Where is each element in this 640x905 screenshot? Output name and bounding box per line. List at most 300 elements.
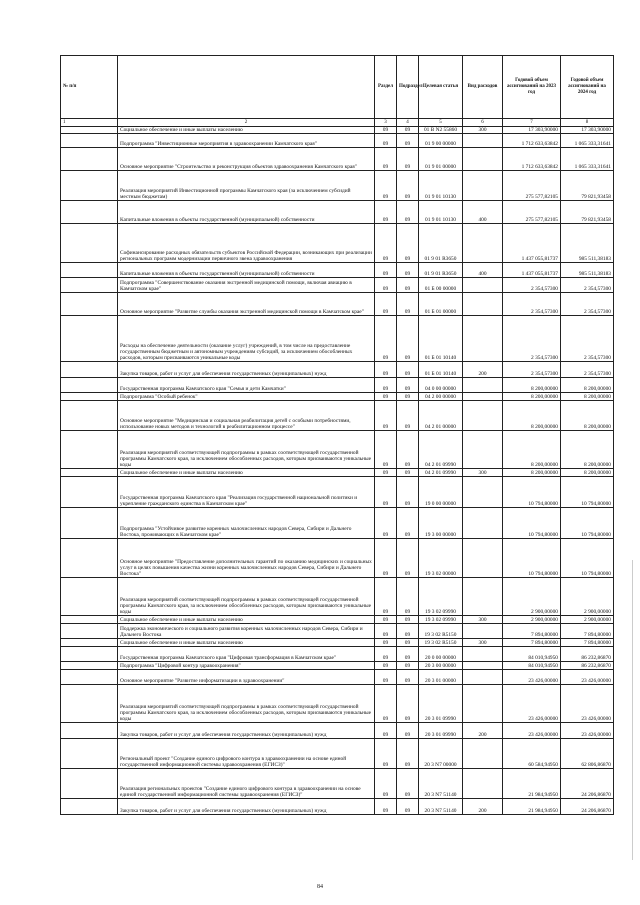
row-2024: 23 426,00000 (561, 685, 614, 723)
row-2024: 8 200,00000 (561, 431, 614, 469)
row-razdel: 09 (375, 431, 397, 469)
row-2023: 1 712 633,63842 (503, 134, 561, 148)
table-row (61, 293, 614, 316)
row-csr: 04 2 01 00000 (419, 401, 463, 431)
row-razdel: 09 (375, 578, 397, 616)
row-name: Реализация мероприятий соответствующей подпрограммы в рамках соответствующей государственной программы Камчатского края, за исключением обособленных расходов, которым присваиваются уникальные коды (118, 431, 375, 469)
header-name (118, 56, 375, 119)
table-row (61, 670, 614, 685)
row-2024: 79 821,93458 (561, 171, 614, 201)
row-name: Реализация мероприятий соответствующей подпрограммы в рамках соответствующей государственной программы Камчатского края, за исключением обособленных расходов, которым присваиваются уникальные коды (118, 685, 375, 723)
row-razdel: 09 (375, 293, 397, 316)
row-num (61, 739, 118, 769)
row-csr: 01 9 01 00000 (419, 148, 463, 171)
row-podrazdel: 09 (397, 508, 419, 539)
row-razdel: 09 (375, 127, 397, 134)
row-num (61, 685, 118, 723)
row-num (61, 224, 118, 263)
row-num (61, 723, 118, 739)
row-razdel: 09 (375, 362, 397, 378)
row-vr (463, 662, 503, 670)
row-podrazdel: 09 (397, 647, 419, 662)
row-podrazdel: 09 (397, 469, 419, 477)
row-podrazdel: 09 (397, 477, 419, 508)
row-num (61, 431, 118, 469)
row-podrazdel: 09 (397, 723, 419, 739)
row-csr: 20 3 N7 51140 (419, 799, 463, 815)
row-razdel: 09 (375, 639, 397, 647)
row-num (61, 316, 118, 362)
row-podrazdel: 09 (397, 378, 419, 393)
colnum: 3 (375, 119, 397, 127)
row-2024: 24 206,86870 (561, 799, 614, 815)
header-num: № п/п (61, 56, 118, 119)
row-vr: 300 (463, 469, 503, 477)
row-podrazdel: 09 (397, 624, 419, 639)
row-csr: 01 9 01 10130 (419, 201, 463, 224)
row-vr (463, 278, 503, 293)
row-2023: 17 303,90000 (503, 127, 561, 134)
table-row (61, 539, 614, 578)
row-2024: 7 894,80000 (561, 639, 614, 647)
row-num (61, 508, 118, 539)
row-csr: 01 В N2 55860 (419, 127, 463, 134)
table-row (61, 624, 614, 639)
row-csr: 04 2 00 00000 (419, 393, 463, 401)
row-name: Расходы на обеспечение деятельности (оказание услуг) учреждений, в том числе на предоставление государственным бюджетным и автономным учреждениям субсидий, за исключением обособленных расходов, которым присваиваются уникальные коды (118, 316, 375, 362)
table-row (61, 647, 614, 662)
table-row (61, 685, 614, 723)
row-num (61, 393, 118, 401)
row-num (61, 662, 118, 670)
row-vr (463, 134, 503, 148)
row-2024: 2 354,57300 (561, 293, 614, 316)
row-csr: 01 Б 01 10140 (419, 362, 463, 378)
row-vr (463, 431, 503, 469)
row-2023: 1 437 055,81737 (503, 224, 561, 263)
colnum: 1 (61, 119, 118, 127)
table-row (61, 401, 614, 431)
row-razdel: 09 (375, 739, 397, 769)
row-num (61, 362, 118, 378)
row-2024: 1 065 333,31641 (561, 148, 614, 171)
row-2024: 2 354,57300 (561, 278, 614, 293)
row-name: Основное мероприятие "Медицинская и социальная реабилитация детей с особыми потребностями, использование новых методов и технологий в реабилитационном процессе" (118, 401, 375, 431)
row-razdel: 09 (375, 201, 397, 224)
row-razdel: 09 (375, 134, 397, 148)
row-num (61, 769, 118, 799)
row-2023: 2 354,57300 (503, 316, 561, 362)
row-num (61, 639, 118, 647)
row-podrazdel: 09 (397, 769, 419, 799)
row-num (61, 578, 118, 616)
row-num (61, 539, 118, 578)
row-vr: 400 (463, 263, 503, 278)
row-2024: 2 354,57300 (561, 362, 614, 378)
row-razdel: 09 (375, 477, 397, 508)
row-2023: 8 200,00000 (503, 393, 561, 401)
table-row (61, 739, 614, 769)
table-row (61, 508, 614, 539)
row-num (61, 401, 118, 431)
row-name: Социальное обеспечение и иные выплаты населению (118, 639, 375, 647)
table-row (61, 662, 614, 670)
row-num (61, 134, 118, 148)
row-2023: 10 794,80000 (503, 508, 561, 539)
row-vr (463, 148, 503, 171)
row-name: Подпрограмма "Инвестиционные мероприятия в здравоохранении Камчатского края" (118, 134, 375, 148)
table-row (61, 431, 614, 469)
row-csr: 01 9 00 00000 (419, 134, 463, 148)
row-vr (463, 539, 503, 578)
row-num (61, 127, 118, 134)
row-name: Основное мероприятие "Строительство и реконструкция объектов здравоохранения Камчатского края" (118, 148, 375, 171)
header-2023: Годовой объем ассигнований на 2023 год (503, 56, 561, 119)
row-2024: 2 354,57300 (561, 316, 614, 362)
table-row (61, 171, 614, 201)
row-csr: 20 3 N7 00000 (419, 739, 463, 769)
row-name: Закупка товаров, работ и услуг для обеспечения государственных (муниципальных) нужд (118, 799, 375, 815)
row-2023: 2 900,00000 (503, 616, 561, 624)
row-csr: 19 3 02 R5150 (419, 624, 463, 639)
row-vr: 200 (463, 799, 503, 815)
row-2023: 21 984,94950 (503, 769, 561, 799)
header-vr: Вид расходов (463, 56, 503, 119)
row-name: Социальное обеспечение и иные выплаты населению (118, 127, 375, 134)
row-name: Закупка товаров, работ и услуг для обеспечения государственных (муниципальных) нужд (118, 723, 375, 739)
row-csr: 01 9 01 R3650 (419, 263, 463, 278)
table-row (61, 148, 614, 171)
row-razdel: 09 (375, 401, 397, 431)
row-podrazdel: 09 (397, 616, 419, 624)
row-2024: 2 900,00000 (561, 578, 614, 616)
row-csr: 01 Б 01 10140 (419, 316, 463, 362)
row-2024: 10 794,80000 (561, 539, 614, 578)
row-podrazdel: 09 (397, 263, 419, 278)
row-2024: 2 900,00000 (561, 616, 614, 624)
column-number-row (61, 119, 614, 127)
row-2024: 8 200,00000 (561, 393, 614, 401)
row-num (61, 378, 118, 393)
row-2024: 17 303,90000 (561, 127, 614, 134)
row-2023: 1 712 633,63842 (503, 148, 561, 171)
margin-line (632, 560, 633, 860)
colnum: 6 (463, 119, 503, 127)
row-razdel: 09 (375, 539, 397, 578)
row-razdel: 09 (375, 769, 397, 799)
row-num (61, 616, 118, 624)
row-name: Капитальные вложения в объекты государственной (муниципальной) собственности (118, 201, 375, 224)
row-vr (463, 578, 503, 616)
row-csr: 20 3 00 00000 (419, 662, 463, 670)
row-razdel: 09 (375, 148, 397, 171)
row-name: Государственная программа Камчатского края "Семья и дети Камчатки" (118, 378, 375, 393)
row-csr: 20 3 01 09990 (419, 723, 463, 739)
row-csr: 19 0 00 00000 (419, 477, 463, 508)
row-csr: 19 3 02 R5150 (419, 639, 463, 647)
row-2023: 2 354,57300 (503, 362, 561, 378)
row-razdel: 09 (375, 508, 397, 539)
table-row (61, 477, 614, 508)
row-vr: 200 (463, 723, 503, 739)
table-row (61, 799, 614, 815)
row-2024: 10 794,80000 (561, 508, 614, 539)
row-razdel: 09 (375, 723, 397, 739)
table-row (61, 769, 614, 799)
row-razdel: 09 (375, 263, 397, 278)
row-name: Софинансирование расходных обязательств субъектов Российской Федерации, возникающих при реализации региональных программ модернизации первичного звена здравоохранения (118, 224, 375, 263)
row-2023: 7 894,80000 (503, 624, 561, 639)
row-name: Реализация мероприятий соответствующей подпрограммы в рамках соответствующей государственной программы Камчатского края, за исключением обособленных расходов, которым присваиваются уникальные коды (118, 578, 375, 616)
row-2023: 8 200,00000 (503, 378, 561, 393)
table-row (61, 378, 614, 393)
table-body (61, 127, 614, 815)
row-2023: 8 200,00000 (503, 469, 561, 477)
row-podrazdel: 09 (397, 662, 419, 670)
row-vr (463, 293, 503, 316)
row-2023: 23 426,00000 (503, 670, 561, 685)
row-vr (463, 739, 503, 769)
row-vr (463, 393, 503, 401)
row-name: Основное мероприятие "Предоставление дополнительных гарантий по оказанию медицинских и социальных услуг в целях повышения качества жизни коренных малочисленных народов Севера, Сибири и Дальнего Востока" (118, 539, 375, 578)
row-num (61, 624, 118, 639)
row-csr: 19 3 02 09990 (419, 616, 463, 624)
row-razdel: 09 (375, 224, 397, 263)
table-row (61, 316, 614, 362)
row-2023: 2 354,57300 (503, 293, 561, 316)
row-2023: 2 354,57300 (503, 278, 561, 293)
row-vr: 400 (463, 201, 503, 224)
row-2024: 8 200,00000 (561, 469, 614, 477)
row-podrazdel: 09 (397, 224, 419, 263)
row-num (61, 647, 118, 662)
row-csr: 01 9 01 10130 (419, 171, 463, 201)
row-podrazdel: 09 (397, 401, 419, 431)
table-row (61, 578, 614, 616)
table-row (61, 278, 614, 293)
row-name: Реализация региональных проектов "Создание единого цифрового контура в здравоохранении на основе единой государственной информационной системы здравоохранения (ЕГИСЗ)" (118, 769, 375, 799)
row-csr: 04 0 00 00000 (419, 378, 463, 393)
row-2024: 23 426,00000 (561, 723, 614, 739)
table-row (61, 362, 614, 378)
row-num (61, 469, 118, 477)
row-2024: 86 232,86870 (561, 662, 614, 670)
row-vr (463, 378, 503, 393)
row-name: Основное мероприятие "Развитие информатизации в здравоохранении" (118, 670, 375, 685)
row-razdel: 09 (375, 616, 397, 624)
row-2023: 275 577,82105 (503, 171, 561, 201)
row-num (61, 477, 118, 508)
row-2023: 21 984,94950 (503, 799, 561, 815)
row-name: Подпрограмма "Совершенствование оказания экстренной медицинской помощи, включая авиацию в Камчатском крае" (118, 278, 375, 293)
colnum: 2 (118, 119, 375, 127)
colnum: 4 (397, 119, 419, 127)
row-num (61, 263, 118, 278)
row-2024: 1 065 333,31641 (561, 134, 614, 148)
row-2023: 84 010,94950 (503, 662, 561, 670)
row-num (61, 148, 118, 171)
row-vr (463, 670, 503, 685)
row-2024: 985 511,38183 (561, 263, 614, 278)
row-razdel: 09 (375, 799, 397, 815)
row-podrazdel: 09 (397, 578, 419, 616)
row-name: Подпрограмма "Цифровой контур здравоохранения" (118, 662, 375, 670)
row-num (61, 171, 118, 201)
row-csr: 01 Б 01 00000 (419, 293, 463, 316)
page-number: 84 (317, 884, 323, 890)
row-vr (463, 224, 503, 263)
row-vr (463, 647, 503, 662)
row-vr (463, 401, 503, 431)
row-2024: 8 200,00000 (561, 401, 614, 431)
table-row (61, 639, 614, 647)
row-2023: 60 584,94950 (503, 739, 561, 769)
row-vr: 200 (463, 362, 503, 378)
row-vr (463, 624, 503, 639)
table-row (61, 127, 614, 134)
table-row (61, 393, 614, 401)
row-podrazdel: 09 (397, 685, 419, 723)
row-vr: 300 (463, 616, 503, 624)
row-2023: 2 900,00000 (503, 578, 561, 616)
row-razdel: 09 (375, 624, 397, 639)
row-csr: 04 2 01 09990 (419, 469, 463, 477)
row-razdel: 09 (375, 316, 397, 362)
row-razdel: 09 (375, 378, 397, 393)
row-podrazdel: 09 (397, 362, 419, 378)
row-podrazdel: 09 (397, 148, 419, 171)
row-2023: 23 426,00000 (503, 685, 561, 723)
row-vr (463, 316, 503, 362)
header-2024: Годовой объем ассигнований на 2024 год (561, 56, 614, 119)
budget-table (60, 55, 614, 815)
row-2024: 10 794,80000 (561, 477, 614, 508)
row-num (61, 278, 118, 293)
colnum: 7 (503, 119, 561, 127)
row-2024: 7 894,80000 (561, 624, 614, 639)
table-row (61, 224, 614, 263)
row-csr: 19 3 02 09990 (419, 578, 463, 616)
row-2024: 8 200,00000 (561, 378, 614, 393)
row-podrazdel: 09 (397, 431, 419, 469)
table-row (61, 263, 614, 278)
row-name: Государственная программа Камчатского края "Цифровая трансформация в Камчатском крае" (118, 647, 375, 662)
header-csr: Целевая статья (419, 56, 463, 119)
row-csr: 01 Б 00 00000 (419, 278, 463, 293)
row-vr (463, 508, 503, 539)
table-row (61, 469, 614, 477)
row-vr (463, 477, 503, 508)
row-razdel: 09 (375, 647, 397, 662)
row-csr: 20 3 01 00000 (419, 670, 463, 685)
row-podrazdel: 09 (397, 127, 419, 134)
row-name: Подпрограмма "Устойчивое развитие коренных малочисленных народов Севера, Сибири и Дальнего Востока, проживающих в Камчатском крае" (118, 508, 375, 539)
row-2023: 275 577,82105 (503, 201, 561, 224)
row-podrazdel: 09 (397, 670, 419, 685)
row-podrazdel: 09 (397, 171, 419, 201)
row-podrazdel: 09 (397, 134, 419, 148)
row-2023: 7 894,80000 (503, 639, 561, 647)
row-podrazdel: 09 (397, 739, 419, 769)
row-csr: 01 9 01 R3650 (419, 224, 463, 263)
row-vr: 300 (463, 639, 503, 647)
row-razdel: 09 (375, 670, 397, 685)
row-vr (463, 171, 503, 201)
row-2024: 23 426,00000 (561, 670, 614, 685)
row-name: Региональный проект "Создание единого цифрового контура в здравоохранении на основе единой государственной информационной системы здравоохранения (ЕГИСЗ)" (118, 739, 375, 769)
row-csr: 04 2 01 09990 (419, 431, 463, 469)
row-name: Социальное обеспечение и иные выплаты населению (118, 616, 375, 624)
row-razdel: 09 (375, 393, 397, 401)
row-csr: 19 3 00 00000 (419, 508, 463, 539)
row-2024: 24 206,86870 (561, 769, 614, 799)
row-num (61, 799, 118, 815)
row-podrazdel: 09 (397, 278, 419, 293)
row-podrazdel: 09 (397, 799, 419, 815)
header-razdel: Раздел (375, 56, 397, 119)
row-vr: 300 (463, 127, 503, 134)
row-razdel: 09 (375, 171, 397, 201)
table-header-row (61, 56, 614, 119)
row-name: Капитальные вложения в объекты государственной (муниципальной) собственности (118, 263, 375, 278)
row-csr: 20 3 N7 51140 (419, 769, 463, 799)
row-num (61, 201, 118, 224)
row-podrazdel: 09 (397, 316, 419, 362)
row-csr: 20 0 00 00000 (419, 647, 463, 662)
row-2023: 84 010,94950 (503, 647, 561, 662)
row-name: Подпрограмма "Особый ребенок" (118, 393, 375, 401)
row-2024: 985 511,38183 (561, 224, 614, 263)
row-razdel: 09 (375, 662, 397, 670)
row-csr: 20 3 01 09990 (419, 685, 463, 723)
row-2023: 8 200,00000 (503, 431, 561, 469)
table-row (61, 201, 614, 224)
row-name: Основное мероприятие "Развитие службы оказания экстренной медицинской помощи в Камчатском крае" (118, 293, 375, 316)
row-vr (463, 685, 503, 723)
row-podrazdel: 09 (397, 539, 419, 578)
row-2023: 10 794,80000 (503, 539, 561, 578)
row-num (61, 293, 118, 316)
row-2024: 86 232,86870 (561, 647, 614, 662)
table-row (61, 723, 614, 739)
row-podrazdel: 09 (397, 639, 419, 647)
row-num (61, 670, 118, 685)
colnum: 5 (419, 119, 463, 127)
row-2023: 8 200,00000 (503, 401, 561, 431)
row-2023: 10 794,80000 (503, 477, 561, 508)
row-2024: 62 806,86870 (561, 739, 614, 769)
table-row (61, 616, 614, 624)
row-razdel: 09 (375, 685, 397, 723)
row-2024: 79 821,93458 (561, 201, 614, 224)
row-razdel: 09 (375, 278, 397, 293)
row-2023: 23 426,00000 (503, 723, 561, 739)
row-name: Закупка товаров, работ и услуг для обеспечения государственных (муниципальных) нужд (118, 362, 375, 378)
table-row (61, 134, 614, 148)
row-name: Поддержка экономического и социального развития коренных малочисленных народов Севера, Сибири и Дальнего Востока (118, 624, 375, 639)
row-name: Социальное обеспечение и иные выплаты населению (118, 469, 375, 477)
row-podrazdel: 09 (397, 201, 419, 224)
row-vr (463, 769, 503, 799)
row-name: Государственная программа Камчатского края "Реализация государственной национальной политики и укрепление гражданского единства в Камчатском крае" (118, 477, 375, 508)
row-name: Реализация мероприятий Инвестиционной программы Камчатского края (за исключением субсидий местным бюджетам) (118, 171, 375, 201)
row-csr: 19 3 02 00000 (419, 539, 463, 578)
row-podrazdel: 09 (397, 393, 419, 401)
colnum: 8 (561, 119, 614, 127)
row-podrazdel: 09 (397, 293, 419, 316)
row-razdel: 09 (375, 469, 397, 477)
header-podrazdel: Подраздел (397, 56, 419, 119)
